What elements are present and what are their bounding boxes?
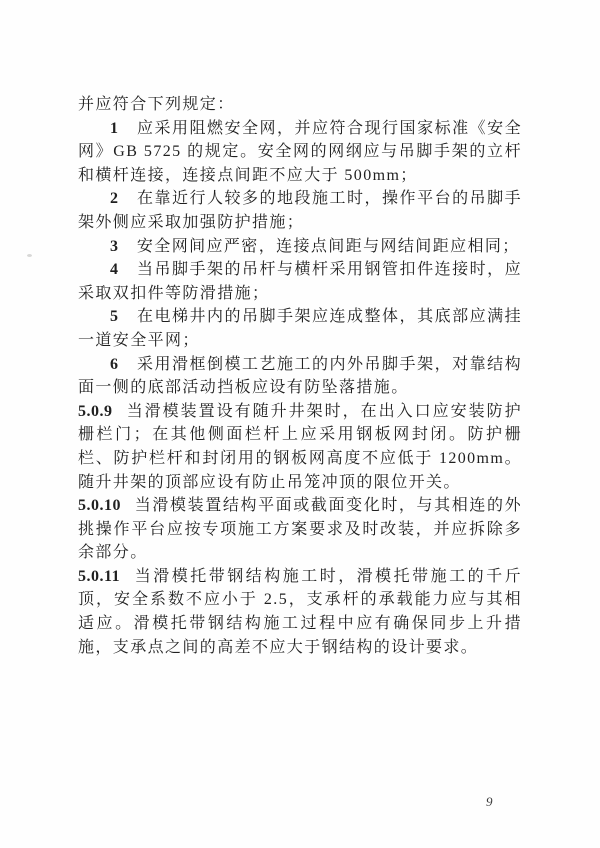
clause-number: 3 bbox=[110, 237, 119, 255]
paragraph-text: 在电梯井内的吊脚手架应连成整体，其底部应满挂一道安全平网； bbox=[78, 308, 522, 349]
clause-number: 5.0.9 bbox=[78, 402, 113, 420]
paragraph bbox=[78, 305, 522, 352]
paragraph-text: 采用滑框倒模工艺施工的内外吊脚手架，对靠结构面一侧的底部活动挡板应设有防坠落措施。 bbox=[78, 355, 522, 397]
paragraph-text: 安全网间应严密，连接点间距与网结间距应相同； bbox=[136, 237, 520, 255]
paragraph bbox=[78, 258, 522, 305]
clause-number: 4 bbox=[110, 261, 119, 279]
paragraph-text: 当吊脚手架的吊杆与横杆采用钢管扣件连接时，应采取双扣件等防滑措施； bbox=[78, 261, 522, 302]
paragraph bbox=[78, 494, 522, 565]
scan-artifact bbox=[27, 254, 32, 257]
paragraph bbox=[78, 565, 522, 659]
clause-number: 5 bbox=[110, 308, 119, 326]
paragraph-text: 并应符合下列规定： bbox=[78, 96, 235, 113]
clause-number: 6 bbox=[110, 355, 119, 373]
paragraph bbox=[78, 187, 522, 234]
paragraph-text: 应采用阻燃安全网，并应符合现行国家标准《安全网》GB 5725 的规定。安全网的网纲应与吊脚手架的立杆和横杆连接，连接点间距不应大于 500mm； bbox=[78, 119, 522, 184]
paragraph bbox=[78, 400, 522, 494]
clause-number: 1 bbox=[110, 119, 119, 137]
page-number: 9 bbox=[486, 794, 493, 809]
paragraph bbox=[78, 235, 522, 259]
paragraph-text: 当滑模装置设有随升井架时，在出入口应安装防护栅栏门；在其他侧面栏杆上应采用钢板网封闭。防护栅栏、防护栏杆和封闭用的钢板网高度不应低于 1200mm。随升井架的顶部应设有防止吊笼冲顶的限位开关。 bbox=[78, 402, 522, 491]
paragraph bbox=[78, 353, 522, 400]
text-block bbox=[78, 93, 522, 659]
clause-number: 5.0.11 bbox=[78, 567, 121, 585]
paragraph bbox=[78, 93, 522, 117]
paragraph-text: 当滑模装置结构平面或截面变化时，与其相连的外挑操作平台应按专项施工方案要求及时改装，并应拆除多余部分。 bbox=[78, 497, 522, 562]
clause-number: 2 bbox=[110, 190, 119, 208]
clause-number: 5.0.10 bbox=[78, 497, 121, 515]
paragraph bbox=[78, 117, 522, 188]
paragraph-text: 在靠近行人较多的地段施工时，操作平台的吊脚手架外侧应采取加强防护措施； bbox=[78, 190, 522, 231]
paragraph-text: 当滑模托带钢结构施工时，滑模托带施工的千斤顶，安全系数不应小于 2.5，支承杆的承载能力应与其相适应。滑模托带钢结构施工过程中应有确保同步上升措施，支承点之间的高差不应大于钢结构的设计要求。 bbox=[78, 567, 522, 656]
